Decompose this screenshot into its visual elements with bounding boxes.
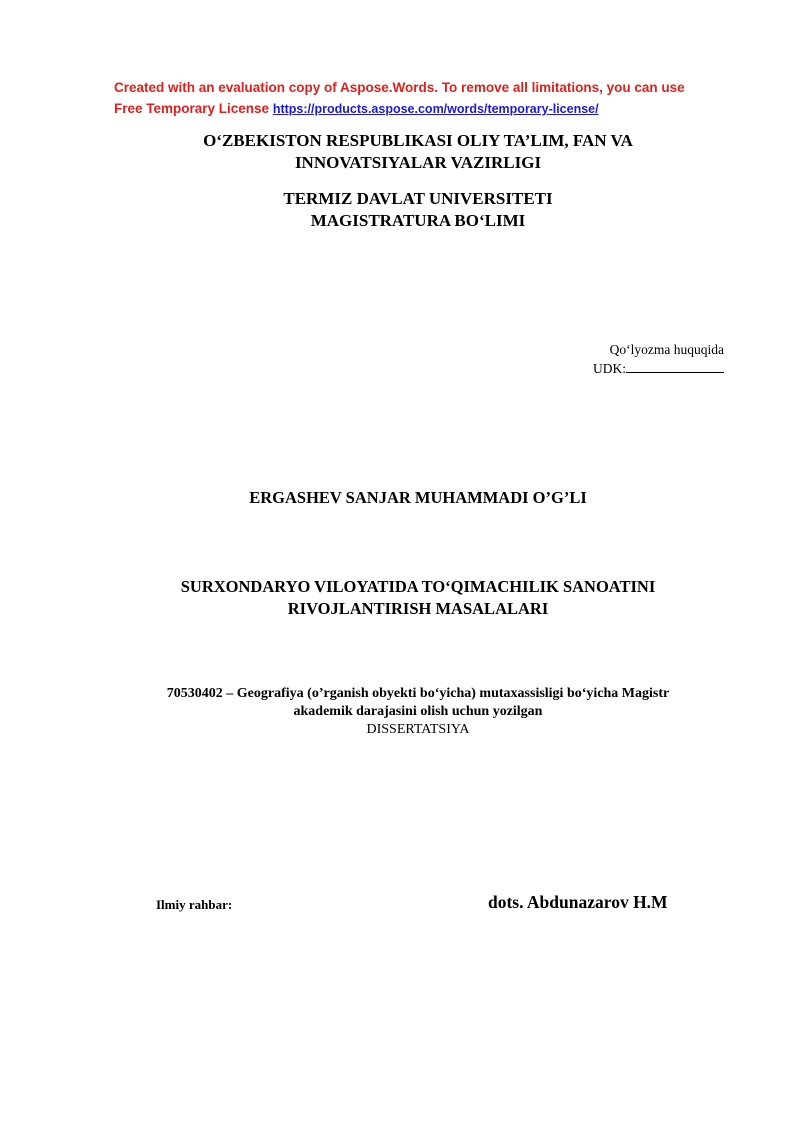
ministry-line-1: O‘ZBEKISTON RESPUBLIKASI OLIY TA’LIM, FAN VA (203, 131, 633, 150)
specialty-line-1: 70530402 – Geografiya (o’rganish obyekti bo‘yicha) mutaxassisligi bo‘yicha Magistr (166, 686, 670, 701)
evaluation-watermark (114, 77, 734, 120)
thesis-title-line-2: RIVOJLANTIRISH MASALALARI (287, 599, 549, 618)
manuscript-rights-text: Qo‘lyozma huquqida (609, 342, 724, 357)
specialty-description (100, 685, 736, 739)
watermark-line-1: Created with an evaluation copy of Aspose.Words. To remove all limitations, you can use (114, 80, 685, 95)
university-line-1: TERMIZ DAVLAT UNIVERSITETI (283, 189, 553, 208)
thesis-title (80, 576, 756, 620)
manuscript-rights-block (560, 341, 724, 378)
udk-field (560, 359, 724, 378)
ministry-heading (80, 130, 756, 174)
ministry-line-2: INNOVATSIYALAR VAZIRLIGI (294, 153, 542, 172)
dissertation-label: DISSERTATSIYA (366, 722, 470, 737)
watermark-license-text: Free Temporary License (114, 101, 273, 116)
author-name: ERGASHEV SANJAR MUHAMMADI O’G’LI (249, 488, 587, 507)
temporary-license-link[interactable]: https://products.aspose.com/words/temporary-license/ (272, 102, 599, 116)
thesis-title-line-1: SURXONDARYO VILOYATIDA TO‘QIMACHILIK SANOATINI (180, 577, 656, 596)
udk-blank-line (626, 359, 724, 373)
university-heading (80, 188, 756, 232)
specialty-line-2: akademik darajasini olish uchun yozilgan (293, 704, 543, 719)
university-line-2: MAGISTRATURA BO‘LIMI (310, 211, 526, 230)
watermark-line-2 (114, 98, 734, 120)
advisor-name: dots. Abdunazarov H.M (488, 892, 668, 912)
udk-label: UDK: (593, 361, 626, 376)
advisor-label: Ilmiy rahbar: (156, 897, 233, 912)
